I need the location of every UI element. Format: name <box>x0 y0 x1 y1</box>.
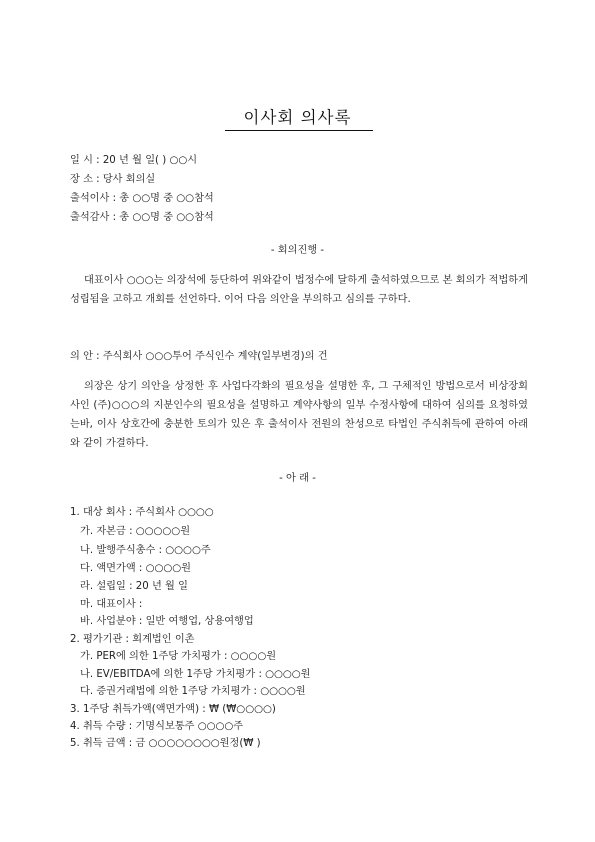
meeting-date: 일 시 : 20 년 월 일( ) ○○시 <box>70 155 198 166</box>
item-business-field: 바. 사업분야 : 일반 여행업, 상용여행업 <box>80 616 254 627</box>
item-target-company: 1. 대상 회사 : 주식회사 ○○○○ <box>70 507 214 518</box>
item-acquisition-quantity: 4. 취득 수량 : 기명식보통주 ○○○○주 <box>70 721 244 732</box>
proceedings-heading: - 회의진행 - <box>270 245 325 256</box>
attending-directors: 출석이사 : 총 ○○명 중 ○○참석 <box>70 193 214 204</box>
item-total-shares: 나. 발행주식총수 : ○○○○주 <box>80 545 211 556</box>
item-per-valuation: 가. PER에 의한 1주당 가치평가 : ○○○○원 <box>80 651 277 662</box>
item-valuation-firm: 2. 평가기관 : 회계법인 이촌 <box>70 634 195 645</box>
item-acquisition-price: 3. 1주당 취득가액(액면가액) : ₩ (₩○○○○) <box>70 704 276 715</box>
agenda-line: 의 안 : 주식회사 ○○○투어 주식인수 계약(일부변경)의 건 <box>70 351 328 362</box>
meeting-place: 장 소 : 당사 회의실 <box>70 174 156 185</box>
item-ev-ebitda-valuation: 나. EV/EBITDA에 의한 1주당 가치평가 : ○○○○원 <box>80 669 311 680</box>
title-underline <box>225 130 373 131</box>
below-heading: - 아 래 - <box>279 473 316 484</box>
item-acquisition-amount: 5. 취득 금액 : 금 ○○○○○○○○원정(₩ ) <box>70 738 261 749</box>
opening-paragraph: 대표이사 ○○○는 의장석에 등단하여 위와같이 법정수에 달하게 출석하였으므로 본 회의가 적법하게 성립됨을 고하고 개회를 선언하다. 이어 다음 의안을 부의하고 심의를 구하다. <box>70 275 528 305</box>
item-capital: 가. 자본금 : ○○○○○원 <box>80 526 191 537</box>
item-ceo: 마. 대표이사 : <box>80 599 143 610</box>
attending-auditors: 출석감사 : 총 ○○명 중 ○○참석 <box>70 212 214 223</box>
document-title: 이사회 의사록 <box>243 108 352 127</box>
item-securities-act-valuation: 다. 증권거래법에 의한 1주당 가치평가 : ○○○○원 <box>80 686 306 697</box>
item-founding-date: 라. 설립일 : 20 년 월 일 <box>80 581 188 592</box>
discussion-paragraph: 의장은 상기 의안을 상정한 후 사업다각화의 필요성을 설명한 후, 그 구체적인 방법으로서 비상장회사인 (주)○○○의 지분인수의 필요성을 설명하고 계약사항의 일부 수정사항에 대하여 심의를 요청하였는바, 이사 상호간에 충분한 토의가 있은 후 출석이사 전원의 찬성으로 타법인 주식취득에 관하여 아래와 같이 가결하다. <box>70 381 528 449</box>
item-par-value: 다. 액면가액 : ○○○○원 <box>80 563 191 574</box>
